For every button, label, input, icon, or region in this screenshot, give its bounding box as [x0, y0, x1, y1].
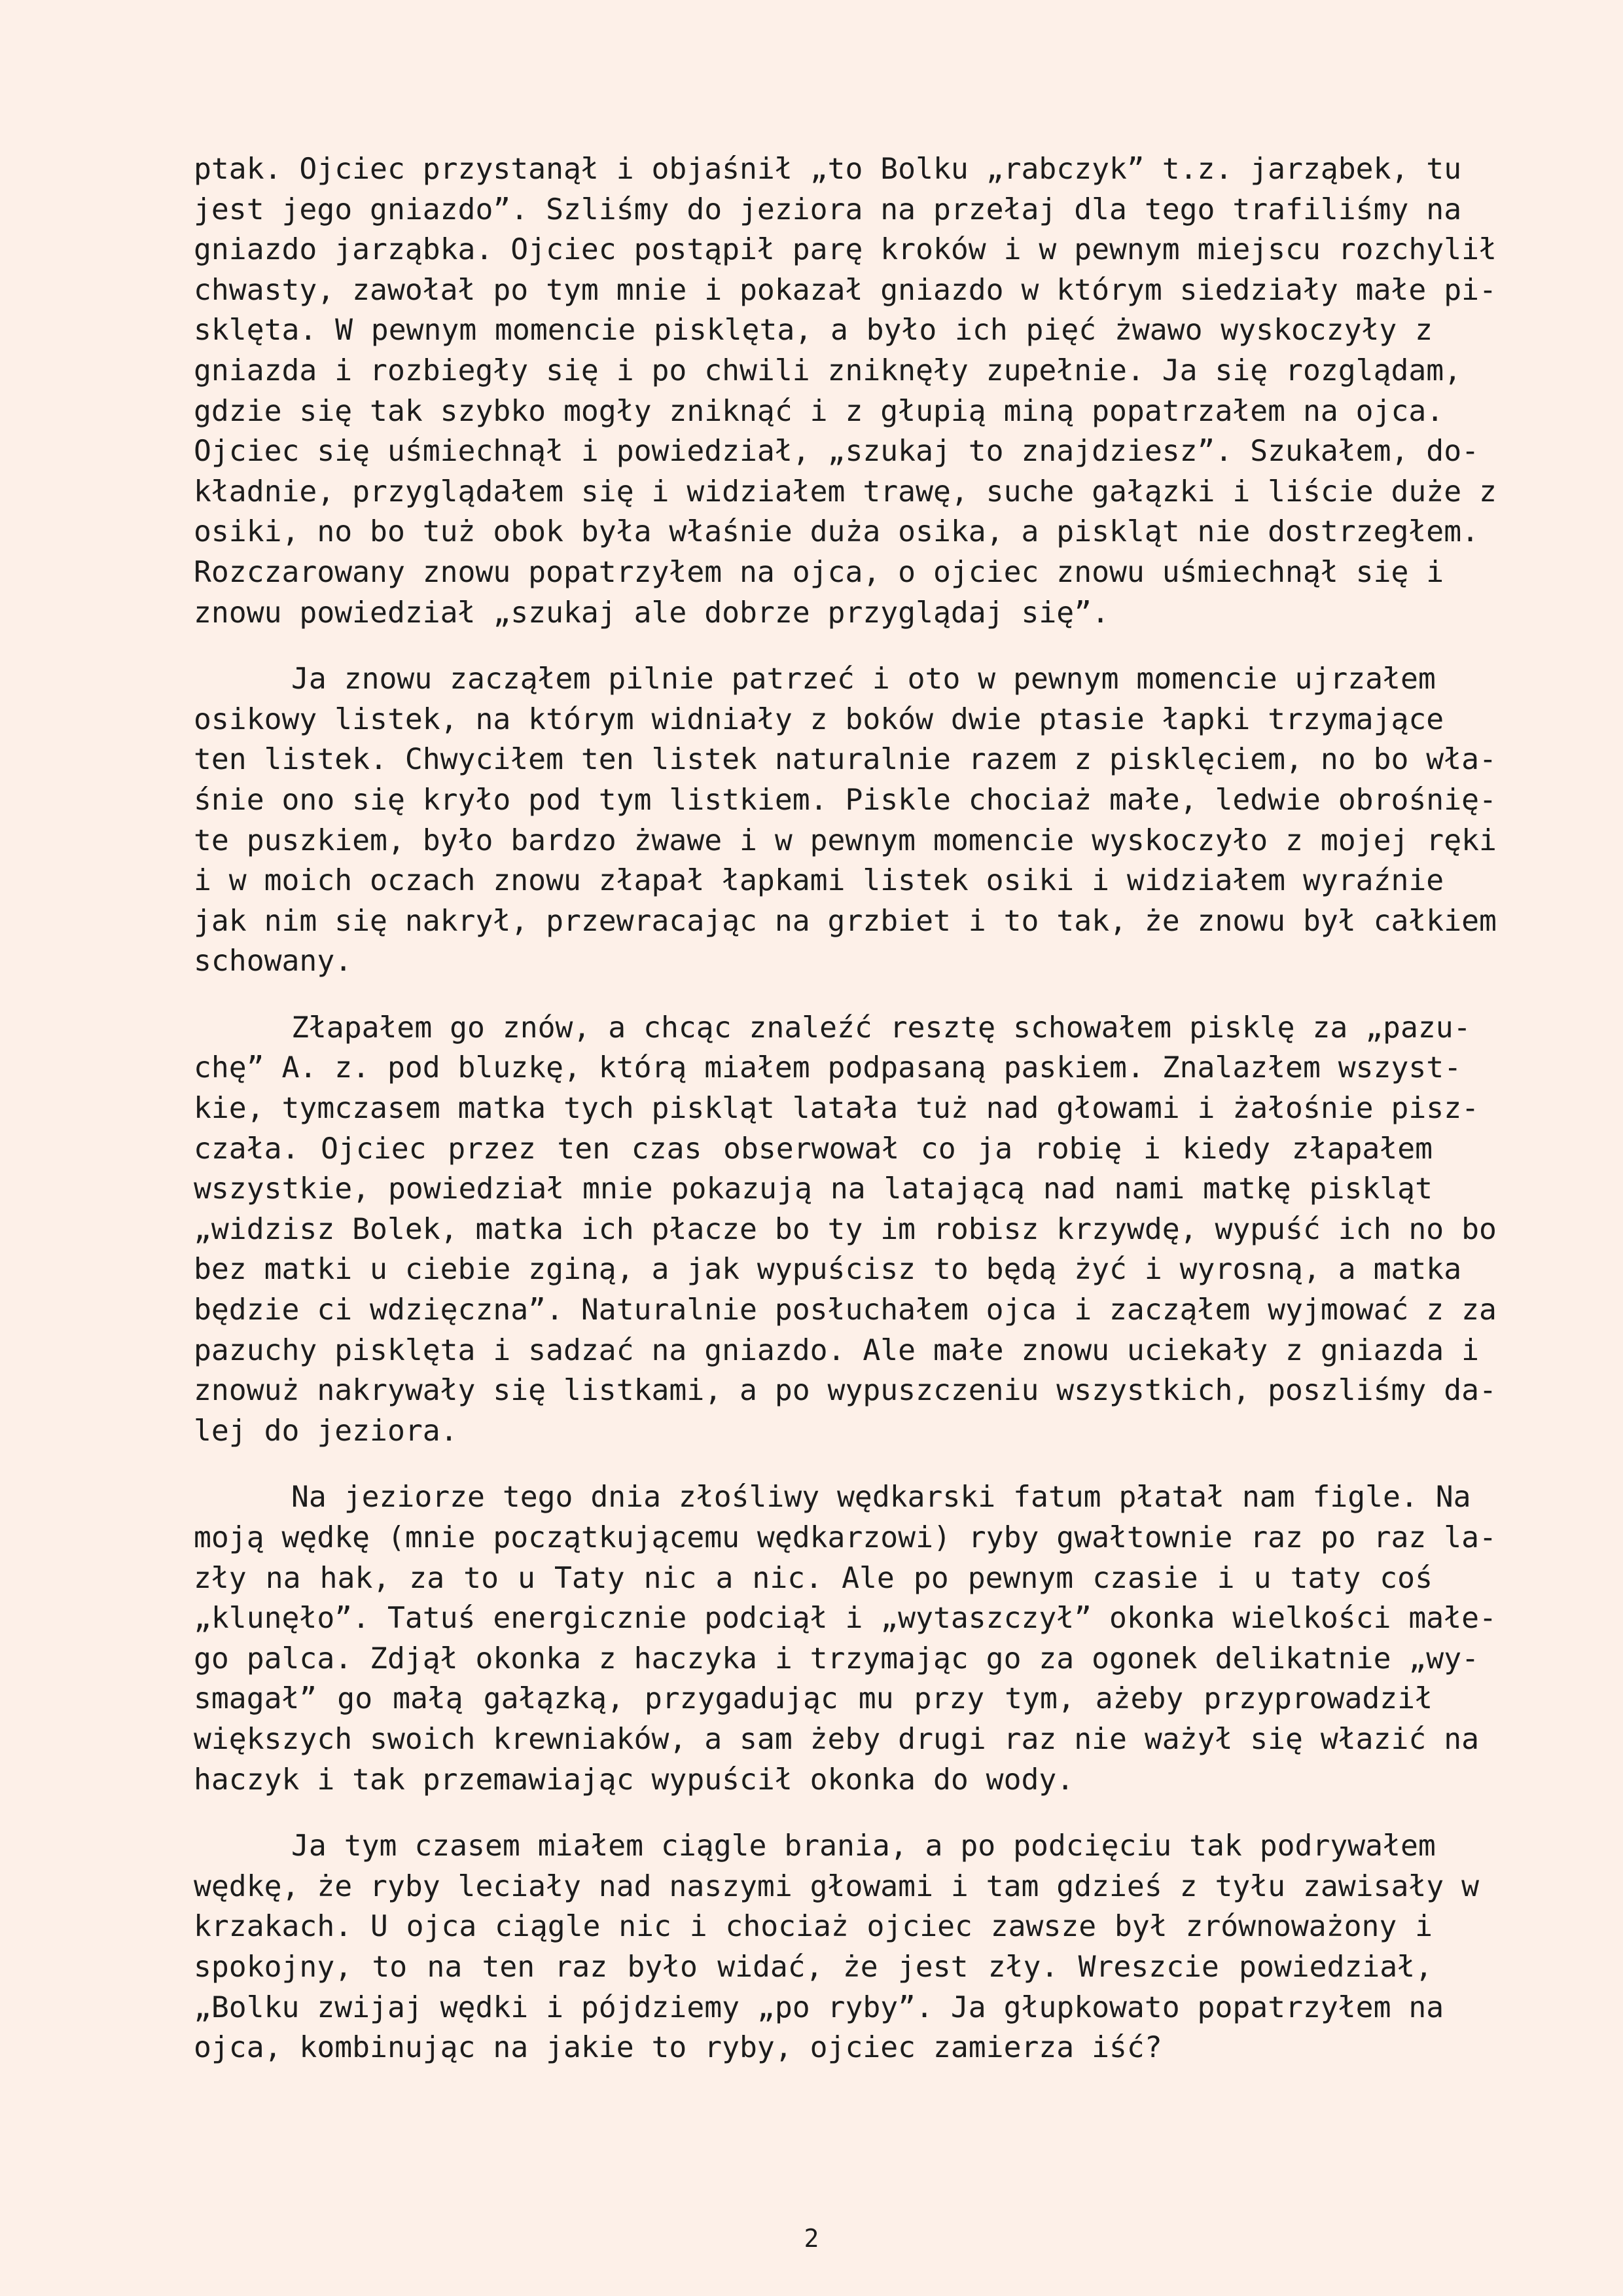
text-line: schowany. — [194, 944, 353, 978]
text-line: i w moich oczach znowu złapał łapkami listek osiki i widziałem wyraźnie — [194, 863, 1444, 898]
text-line: osikowy listek, na którym widniały z boków dwie ptasie łapki trzymające — [194, 702, 1444, 736]
text-line: osiki, no bo tuż obok była właśnie duża osika, a piskląt nie dostrzegłem. — [194, 514, 1480, 549]
text-line: ojca, kombinując na jakie to ryby, ojciec zamierza iść? — [194, 2030, 1162, 2065]
paragraph-4 — [194, 1477, 1497, 1800]
text-line: jak nim się nakrył, przewracając na grzbiet i to tak, że znowu był całkiem — [194, 903, 1497, 938]
text-line: moją wędkę (mnie początkującemu wędkarzowi) ryby gwałtownie raz po raz la- — [194, 1520, 1497, 1554]
text-line: gniazdo jarząbka. Ojciec postąpił parę kroków i w pewnym miejscu rozchylił — [194, 232, 1497, 267]
text-line: „klunęło”. Tatuś energicznie podciął i „wytaszczył” okonka wielkości małe- — [194, 1601, 1497, 1636]
text-line: kie, tymczasem matka tych piskląt latała tuż nad głowami i żałośnie pisz- — [194, 1091, 1480, 1126]
text-line: „widzisz Bolek, matka ich płacze bo ty im robisz krzywdę, wypuść ich no bo — [194, 1211, 1497, 1246]
body-text — [194, 149, 1497, 2068]
text-line: Ja znowu zacząłem pilnie patrzeć i oto w pewnym momencie ujrzałem — [291, 662, 1436, 696]
text-line: Ja tym czasem miałem ciągle brania, a po podcięciu tak podrywałem — [291, 1829, 1436, 1863]
text-line: spokojny, to na ten raz było widać, że jest zły. Wreszcie powiedział, — [194, 1949, 1433, 1984]
text-line: gniazda i rozbiegły się i po chwili zniknęły zupełnie. Ja się rozglądam, — [194, 353, 1462, 387]
text-line: kładnie, przyglądałem się i widziałem trawę, suche gałązki i liście duże z — [194, 474, 1497, 509]
paragraph-3 — [194, 1008, 1497, 1452]
text-line: Rozczarowany znowu popatrzyłem na ojca, o ojciec znowu uśmiechnął się i — [194, 554, 1444, 589]
paragraph-5 — [194, 1826, 1480, 2068]
text-line: wszystkie, powiedział mnie pokazują na latającą nad nami matkę piskląt — [194, 1172, 1433, 1206]
text-line: chę” A. z. pod bluzkę, którą miałem podpasaną paskiem. Znalazłem wszyst- — [194, 1050, 1462, 1085]
paragraph-2 — [194, 659, 1497, 982]
text-line: Ojciec się uśmiechnął i powiedział, „szukaj to znajdziesz”. Szukałem, do- — [194, 434, 1480, 469]
text-line: większych swoich krewniaków, a sam żeby drugi raz nie ważył się włazić na — [194, 1721, 1480, 1756]
text-line: smagał” go małą gałązką, przygadując mu przy tym, ażeby przyprowadził — [194, 1681, 1433, 1716]
text-line: te puszkiem, było bardzo żwawe i w pewnym momencie wyskoczyło z mojej ręki — [194, 823, 1497, 857]
text-line: ptak. Ojciec przystanął i objaśnił „to Bolku „rabczyk” t.z. jarząbek, tu — [194, 152, 1462, 186]
text-line: będzie ci wdzięczna”. Naturalnie posłuchałem ojca i zacząłem wyjmować z za — [194, 1293, 1497, 1327]
text-line: znowuż nakrywały się listkami, a po wypuszczeniu wszystkich, poszliśmy da- — [194, 1373, 1497, 1408]
text-line: gdzie się tak szybko mogły zniknąć i z głupią miną popatrzałem na ojca. — [194, 393, 1444, 428]
text-line: „Bolku zwijaj wędki i pójdziemy „po ryby”. Ja głupkowato popatrzyłem na — [194, 1990, 1444, 2024]
text-line: lej do jeziora. — [194, 1413, 458, 1448]
text-line: chwasty, zawołał po tym mnie i pokazał gniazdo w którym siedziały małe pi- — [194, 272, 1497, 307]
text-line: bez matki u ciebie zginą, a jak wypuścisz to będą żyć i wyrosną, a matka — [194, 1252, 1462, 1287]
page-number: 2 — [804, 2224, 819, 2253]
text-line: go palca. Zdjął okonka z haczyka i trzymając go za ogonek delikatnie „wy- — [194, 1641, 1480, 1676]
text-line: ten listek. Chwyciłem ten listek naturalnie razem z pisklęciem, no bo wła- — [194, 742, 1497, 777]
text-line: Złapałem go znów, a chcąc znaleźć resztę schowałem pisklę za „pazu- — [291, 1010, 1471, 1045]
text-line: śnie ono się kryło pod tym listkiem. Piskle chociaż małe, ledwie obrośnię- — [194, 782, 1497, 817]
text-line: wędkę, że ryby leciały nad naszymi głowami i tam gdzieś z tyłu zawisały w — [194, 1869, 1480, 1903]
paragraph-1 — [194, 149, 1497, 633]
text-line: krzakach. U ojca ciągle nic i chociaż ojciec zawsze był zrównoważony i — [194, 1909, 1433, 1944]
text-line: znowu powiedział „szukaj ale dobrze przyglądaj się”. — [194, 595, 1110, 630]
text-line: Na jeziorze tego dnia złośliwy wędkarski fatum płatał nam figle. Na — [291, 1480, 1471, 1515]
text-line: haczyk i tak przemawiając wypuścił okonka do wody. — [194, 1762, 1075, 1797]
text-line: sklęta. W pewnym momencie pisklęta, a było ich pięć żwawo wyskoczyły z — [194, 313, 1433, 348]
text-line: czała. Ojciec przez ten czas obserwował co ja robię i kiedy złapałem — [194, 1131, 1433, 1166]
text-line: zły na hak, za to u Taty nic a nic. Ale po pewnym czasie i u taty coś — [194, 1560, 1433, 1595]
text-line: jest jego gniazdo”. Szliśmy do jeziora na przełaj dla tego trafiliśmy na — [194, 192, 1462, 226]
text-line: pazuchy pisklęta i sadzać na gniazdo. Ale małe znowu uciekały z gniazda i — [194, 1333, 1480, 1367]
